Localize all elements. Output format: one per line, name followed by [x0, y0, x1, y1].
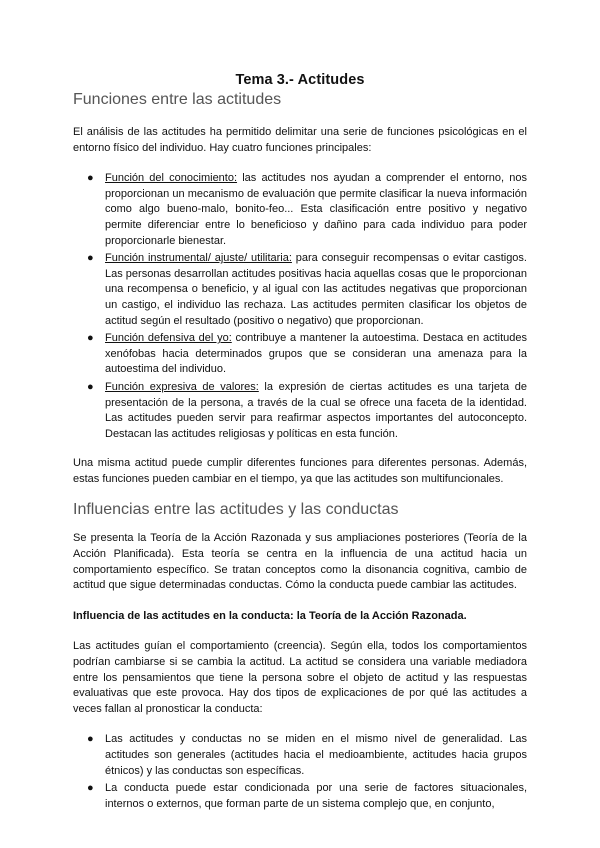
section-heading-funciones: Funciones entre las actitudes — [73, 91, 282, 108]
bullet-icon: ● — [87, 332, 94, 345]
list-item-text: Las actitudes y conductas no se miden en el mismo nivel de generalidad. Las actitudes son generales (actitudes hacia el medioambiente, actitudes hacia grupos étnicos) y las conductas son específicas. — [105, 733, 527, 777]
section1-outro: Una misma actitud puede cumplir diferentes funciones para diferentes personas. Además, estas funciones pueden cambiar en el tiempo, ya que las actitudes son multifuncionales. — [73, 457, 527, 485]
list-item — [87, 251, 527, 329]
bullet-icon: ● — [87, 733, 94, 746]
bullet-icon: ● — [87, 782, 94, 795]
list-item-text: las actitudes nos ayudan a comprender el entorno, nos proporcionan un mecanismo de evaluación que permite clasificar la nueva información como algo bueno-malo, bonito-feo... Esta clasificación entre positivo y negativo permite diferenciar entre lo beneficioso y dañino para cada individuo para poder proporcionarle bienestar. — [105, 172, 527, 247]
section1-intro: El análisis de las actitudes ha permitido delimitar una serie de funciones psicológicas en el entorno físico del individuo. Hay cuatro funciones principales: — [73, 126, 527, 154]
document-title: Tema 3.- Actitudes — [235, 72, 365, 88]
list-item — [87, 732, 527, 779]
list-item-term: Función defensiva del yo: — [105, 332, 232, 345]
list-item-text: contribuye a mantener la autoestima. Destaca en actitudes xenófobas hacia determinados grupos que se consideran una amenaza para la autoestima del individuo. — [105, 332, 527, 376]
bullet-icon: ● — [87, 252, 94, 265]
list-item-text: la expresión de ciertas actitudes es una tarjeta de presentación de la persona, a través de la cual se ofrece una faceta de la identidad. Las actitudes pueden servir para reafirmar aspectos importantes del autoconcepto. Destacan las actitudes religiosas y políticas en esta función. — [105, 380, 527, 440]
list-item-term: Función del conocimiento: — [105, 172, 238, 185]
list-item-text: La conducta puede estar condicionada por una serie de factores situacionales, internos o externos, que forman parte de un sistema complejo que, en conjunto, — [105, 782, 527, 810]
list-item-text: para conseguir recompensas o evitar castigos. Las personas desarrollan actitudes positivas hacia aquellas cosas que le proporcionan una recompensa o beneficio, y al igual con las actitudes negativas que proporcionan un castigo, el individuo las rechaza. Las actitudes permiten clasificar los objetos de actitud según el resultado (positivo o negativo) que proporcionan. — [105, 252, 527, 327]
section-heading-influencias: Influencias entre las actitudes y las conductas — [73, 501, 399, 519]
functions-list — [73, 171, 527, 442]
section2-intro: Se presenta la Teoría de la Acción Razonada y sus ampliaciones posteriores (Teoría de la Acción Planificada). Esta teoría se centra en la influencia de una actitud hacia un comportamiento específico. Se tratan conceptos como la disonancia cognitiva, cambio de actitud que sigue determinadas conductas. Cómo la conducta puede cambiar las actitudes. — [73, 532, 527, 592]
list-item-term: Función instrumental/ ajuste/ utilitaria: — [105, 252, 292, 265]
list-item — [87, 171, 527, 249]
list-item — [87, 331, 527, 378]
explanations-list — [73, 732, 527, 812]
list-item — [87, 380, 527, 442]
bullet-icon: ● — [87, 172, 94, 185]
bullet-icon: ● — [87, 380, 94, 393]
list-item-term: Función expresiva de valores: — [105, 380, 259, 393]
section2-paragraph: Las actitudes guían el comportamiento (creencia). Según ella, todos los comportamientos podrían cambiarse si se cambia la actitud. La actitud se considera una variable mediadora entre los pensamientos que tiene la persona sobre el objeto de actitud y las respuestas evaluativas que este provoca. Hay dos tipos de explicaciones de por qué las actitudes a veces fallan al pronosticar la conducta: — [73, 640, 527, 715]
subheading-accion-razonada: Influencia de las actitudes en la conducta: la Teoría de la Acción Razonada. — [73, 609, 467, 622]
list-item — [87, 781, 527, 812]
